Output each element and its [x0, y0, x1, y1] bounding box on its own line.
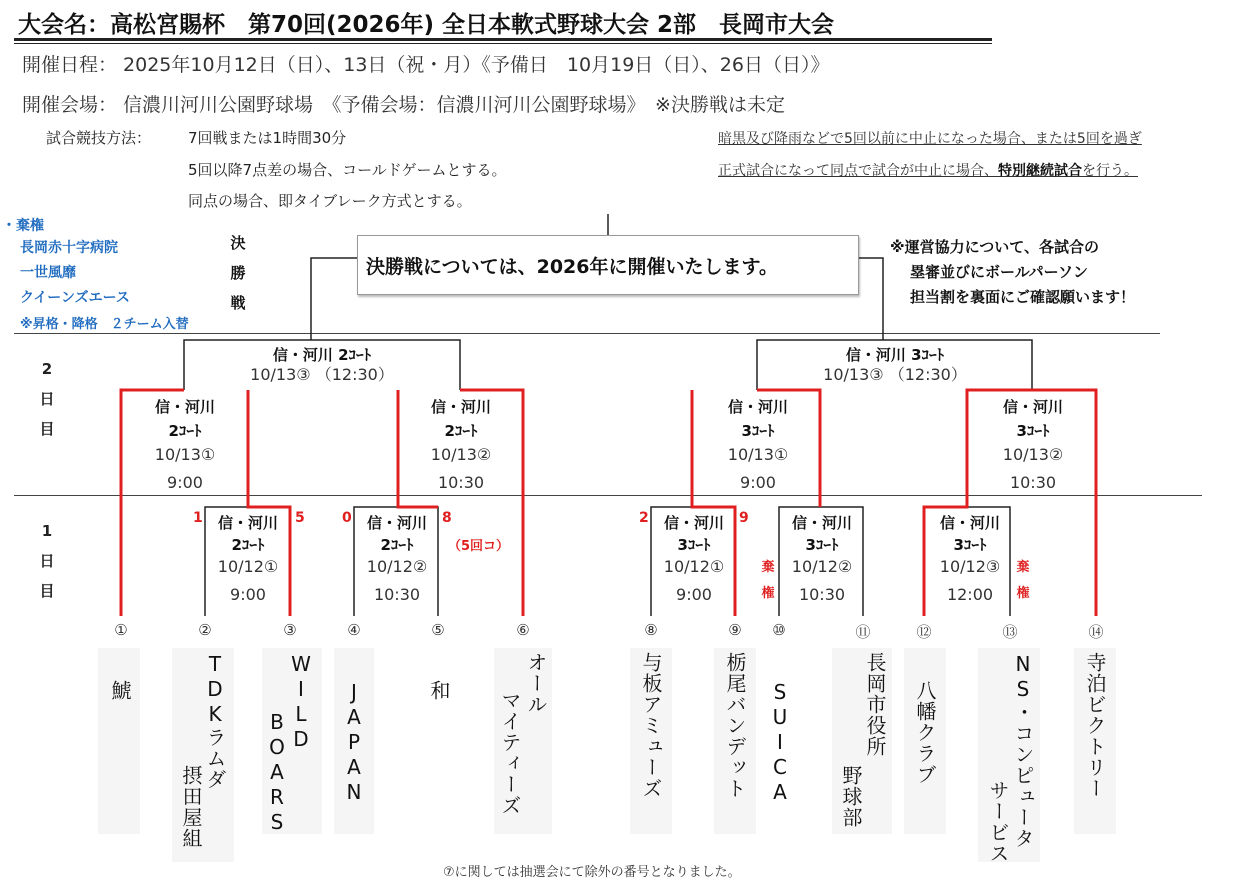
- schedule-dates: 開催日程： 2025年10月12日（日）、13日（祝・月）《予備日 10月19日（日）、26日（日）》: [22, 54, 830, 76]
- team-5-name: 和: [427, 680, 451, 701]
- operation-note-line-1: ※運営協力について、各試合の: [890, 238, 1099, 256]
- venue-info: 開催会場： 信濃川河川公園野球場 《予備会場：信濃川河川公園野球場》 ※決勝戦は未定: [22, 94, 785, 116]
- team-13-name-line2: サービス: [986, 780, 1010, 864]
- score-team-8: 2: [639, 510, 649, 526]
- score-team-3: 5: [295, 510, 305, 526]
- rain-note-line-1: 暗黒及び降雨などで5回以前に中止になった場合、または5回を過ぎ: [718, 131, 1142, 147]
- team-14-name: 寺泊ビクトリー: [1083, 652, 1107, 799]
- team-6-name-line2: マイティーズ: [498, 690, 522, 816]
- final-side-label: 決勝戦: [230, 234, 246, 312]
- day2-match-1: 信・河川 2ｺｰﾄ 10/13① 9:00: [154, 398, 216, 492]
- team-3-name: WILD: [289, 652, 313, 752]
- forfeit-mark-13: 棄権: [1016, 560, 1030, 601]
- promotion-note: ※昇格・降格 ２チーム入替: [20, 317, 189, 332]
- team-13-name: NS・コンピュータ: [1011, 652, 1035, 849]
- withdrawn-team-2: 一世風靡: [20, 265, 76, 281]
- withdrawal-heading: ・棄権: [2, 218, 44, 234]
- day1-match-2: 信・河川 2ｺｰﾄ 10/12② 10:30: [366, 514, 428, 604]
- seed-2: ②: [198, 621, 212, 639]
- forfeit-mark-10: 棄権: [761, 560, 775, 601]
- day2-match-2: 信・河川 2ｺｰﾄ 10/13② 10:30: [430, 398, 492, 492]
- seed-5: ⑤: [431, 621, 445, 639]
- seed-9: ⑨: [728, 621, 742, 639]
- team-4-name: JAPAN: [342, 680, 366, 805]
- seed-11: ⑪: [855, 623, 871, 641]
- day1-label: 1日目: [39, 522, 55, 600]
- day1-match-3: 信・河川 3ｺｰﾄ 10/12① 9:00: [663, 514, 725, 604]
- semifinal-left-label: 信・河川 2ｺｰﾄ 10/13③ （12:30）: [250, 346, 394, 384]
- team-8-name: 与板アミューズ: [639, 652, 663, 799]
- operation-note-line-3: 担当割を裏面にご確認願います！: [910, 288, 1136, 306]
- team-2-name-line2: 摂田屋組: [179, 765, 203, 849]
- score-team-9: 9: [739, 510, 749, 526]
- seed-10: ⑩: [772, 621, 786, 639]
- day1-match-1: 信・河川 2ｺｰﾄ 10/12① 9:00: [217, 514, 279, 604]
- seed-8: ⑧: [644, 621, 658, 639]
- team-11-name: 長岡市役所: [863, 652, 887, 757]
- rule-line-1: 7回戦または1時間30分: [188, 129, 347, 147]
- team-9-name: 栃尾バンデット: [723, 652, 747, 799]
- team-3-name-line2: BOARS: [265, 710, 289, 835]
- final-left-connector: [311, 258, 357, 340]
- seed-3: ③: [283, 621, 297, 639]
- day2-match-4: 信・河川 3ｺｰﾄ 10/13② 10:30: [1002, 398, 1064, 492]
- seed-6: ⑥: [516, 621, 530, 639]
- withdrawn-team-1: 長岡赤十字病院: [20, 240, 118, 256]
- seed-1: ①: [114, 621, 128, 639]
- team-6-name: オール: [524, 652, 548, 715]
- day2-label: 2日目: [39, 360, 55, 438]
- day1-match-5: 信・河川 3ｺｰﾄ 10/12③ 12:00: [939, 514, 1001, 604]
- seed-13: ⑬: [1002, 623, 1018, 641]
- team-11-name-line2: 野球部: [839, 765, 863, 828]
- called-game-note: （5回コ）: [448, 539, 510, 554]
- team-10-name: SUICA: [768, 680, 792, 805]
- team-2-name: TDKラムダ: [203, 652, 227, 790]
- tournament-title: 大会名：高松宮賜杯 第70回(2026年) 全日本軟式野球大会 2部 長岡市大会: [18, 12, 835, 38]
- score-team-2: 1: [193, 510, 203, 526]
- final-right-connector: [859, 258, 883, 340]
- semifinal-right-label: 信・河川 3ｺｰﾄ 10/13③ （12:30）: [823, 346, 967, 384]
- seed-14: ⑭: [1088, 623, 1104, 641]
- special-continuation-text: 特別継続試合: [998, 163, 1082, 179]
- day2-match-3: 信・河川 3ｺｰﾄ 10/13① 9:00: [727, 398, 789, 492]
- rain-note-line-2: 正式試合になって同点で試合が中止に場合、特別継続試合を行う。: [718, 163, 1138, 179]
- team-1-name: 鯱: [108, 680, 132, 701]
- final-notice-box: 決勝戦については、2026年に開催いたします。: [357, 235, 859, 295]
- rule-line-2: 5回以降7点差の場合、コールドゲームとする。: [188, 161, 507, 179]
- team-12-name: 八幡クラブ: [913, 680, 937, 785]
- score-team-5: 8: [442, 510, 452, 526]
- operation-note-line-2: 塁審並びにボールパーソン: [910, 263, 1089, 281]
- rule-line-3: 同点の場合、即タイブレーク方式とする。: [188, 192, 472, 210]
- seed-4: ④: [347, 621, 361, 639]
- footnote: ⑦に関しては抽選会にて除外の番号となりました。: [443, 865, 741, 880]
- day1-match-4: 信・河川 3ｺｰﾄ 10/12② 10:30: [791, 514, 853, 604]
- team-panel-1: [98, 648, 140, 834]
- score-team-4: 0: [342, 510, 352, 526]
- rules-label: 試合競技方法：: [46, 129, 152, 147]
- seed-12: ⑫: [916, 623, 932, 641]
- withdrawn-team-3: クイーンズエース: [20, 290, 130, 306]
